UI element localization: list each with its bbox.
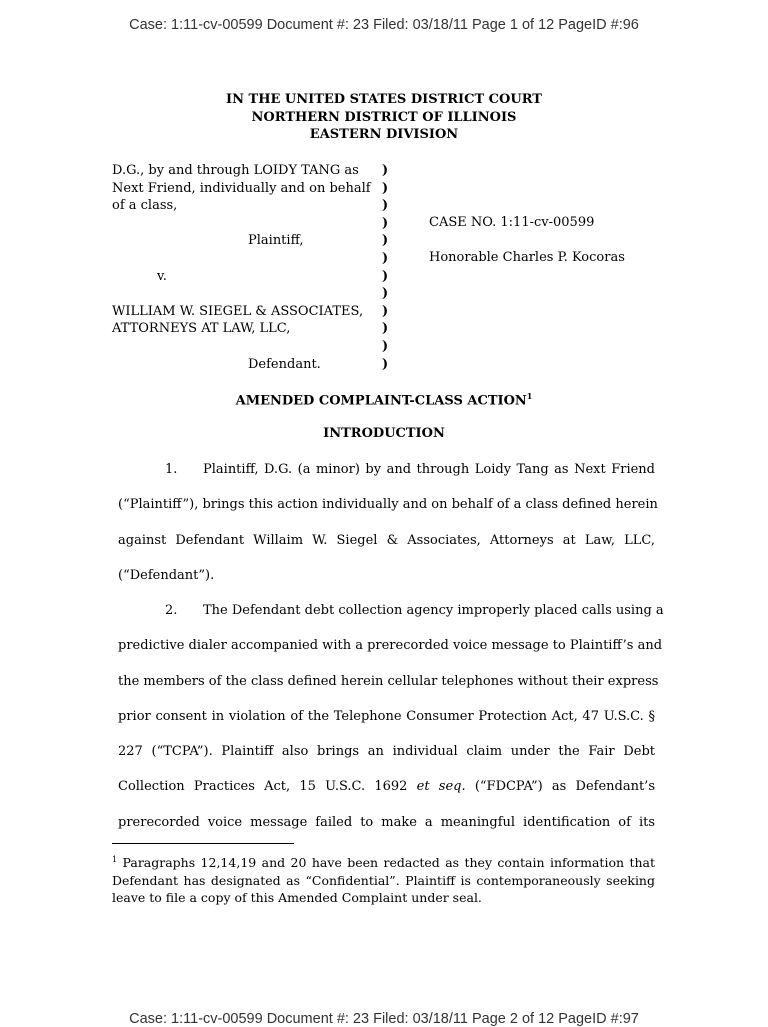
paren: ): [382, 233, 389, 249]
case-caption-parties: [112, 162, 372, 373]
paragraph-2-line: prerecorded voice message failed to make a meaningful identification of its: [118, 815, 655, 830]
paragraph-1-line: against Defendant Willaim W. Siegel & Associates, Attorneys at Law, LLC,: [118, 533, 655, 548]
paragraph-1-line: [165, 461, 655, 479]
statute-text: Collection Practices Act, 15 U.S.C. 1692: [118, 779, 417, 794]
paragraph-number: 1.: [165, 462, 178, 477]
paren: ): [382, 215, 389, 231]
plaintiff-line: of a class,: [112, 198, 178, 214]
district-name: NORTHERN DISTRICT OF ILLINOIS: [251, 109, 517, 125]
judge-name: Honorable Charles P. Kocoras: [429, 250, 625, 265]
footnote: [112, 851, 655, 907]
footnote-marker: 1: [112, 855, 118, 864]
footnote-line: leave to file a copy of this Amended Complaint under seal.: [112, 890, 482, 906]
paren: ): [382, 356, 389, 372]
paragraph-1-line: (“Defendant”).: [118, 568, 215, 583]
paragraph-text: Plaintiff, D.G. (a minor) by and through Loidy Tang as Next Friend: [203, 462, 655, 477]
paragraph-2-line: 227 (“TCPA”). Plaintiff also brings an individual claim under the Fair Debt: [118, 744, 655, 759]
paren: ): [382, 338, 389, 354]
paren: ): [382, 268, 389, 284]
paren: ): [382, 198, 389, 214]
court-heading: [0, 91, 768, 144]
paragraph-2-line: [165, 602, 664, 620]
paragraph-text: The Defendant debt collection agency improperly placed calls using a: [203, 603, 664, 618]
case-number: CASE NO. 1:11-cv-00599: [429, 215, 595, 230]
plaintiff-label: Plaintiff,: [248, 233, 304, 249]
statute-text: . (“FDCPA”) as Defendant’s: [461, 779, 655, 794]
paren: ): [382, 163, 389, 178]
defendant-line: ATTORNEYS AT LAW, LLC,: [112, 321, 291, 337]
paragraph-2-line: the members of the class defined herein cellular telephones without their express: [118, 674, 659, 689]
paren: ): [382, 321, 389, 337]
defendant-label: Defendant.: [248, 356, 321, 372]
footnote-divider: [112, 843, 294, 844]
paren: ): [382, 180, 389, 196]
plaintiff-line: Next Friend, individually and on behalf: [112, 180, 371, 196]
footnote-text: Paragraphs 12,14,19 and 20 have been redacted as they contain information that: [117, 855, 655, 871]
footnote-ref: 1: [526, 391, 533, 401]
paragraph-1-line: (“Plaintiff”), brings this action individually and on behalf of a class defined herein: [118, 497, 658, 512]
footnote-line: [112, 851, 655, 872]
versus-label: v.: [157, 268, 167, 284]
latin-phrase: et seq: [416, 779, 462, 794]
paragraph-2-line: [118, 778, 655, 796]
caption-parentheses: [382, 162, 388, 373]
paren: ): [382, 250, 389, 266]
next-page-header: Case: 1:11-cv-00599 Document #: 23 Filed: 03/18/11 Page 2 of 12 PageID #:97: [129, 1011, 639, 1027]
plaintiff-line: D.G., by and through LOIDY TANG as: [112, 163, 359, 178]
paragraph-2-line: predictive dialer accompanied with a prerecorded voice message to Plaintiff’s and: [118, 638, 663, 653]
court-name: IN THE UNITED STATES DISTRICT COURT: [226, 92, 542, 107]
division-name: EASTERN DIVISION: [309, 127, 459, 142]
paragraph-2-line: prior consent in violation of the Telephone Consumer Protection Act, 47 U.S.C. §: [118, 709, 655, 724]
paren: ): [382, 303, 389, 319]
paragraph-number: 2.: [165, 603, 178, 618]
page-header: Case: 1:11-cv-00599 Document #: 23 Filed: 03/18/11 Page 1 of 12 PageID #:96: [129, 17, 639, 33]
defendant-line: WILLIAM W. SIEGEL & ASSOCIATES,: [112, 303, 364, 319]
section-heading: INTRODUCTION: [323, 426, 445, 441]
document-title-text: AMENDED COMPLAINT-CLASS ACTION: [235, 393, 527, 409]
footnote-line: Defendant has designated as “Confidential”. Plaintiff is contemporaneously seeking: [112, 872, 655, 888]
document-title: [0, 391, 768, 408]
paren: ): [382, 286, 389, 302]
